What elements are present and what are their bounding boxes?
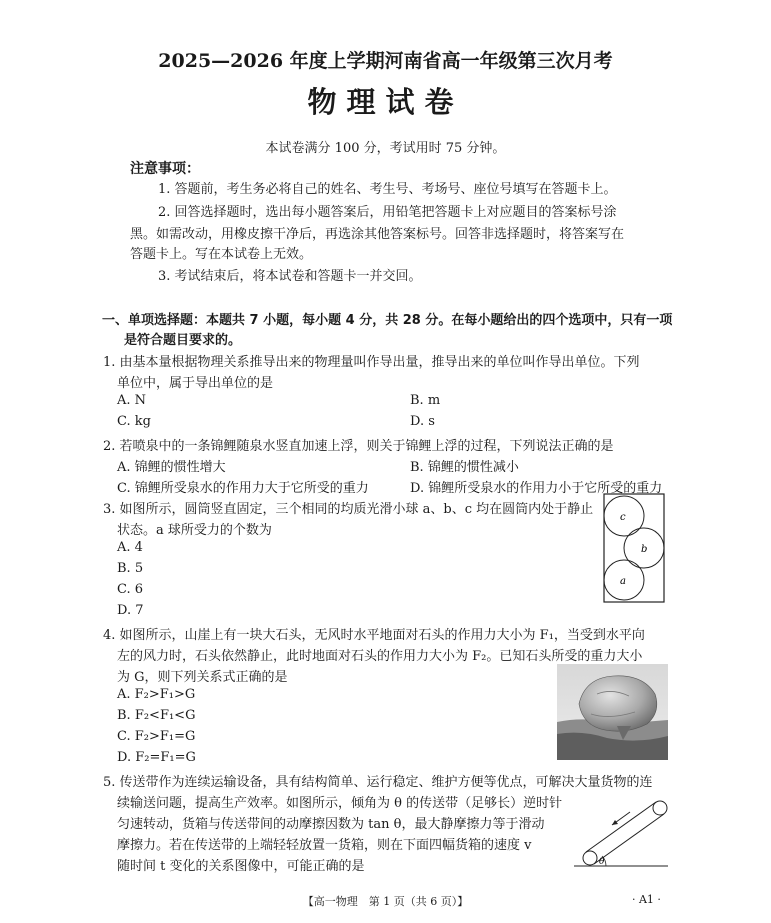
- label-c: c: [620, 512, 626, 523]
- label-b: b: [641, 544, 648, 555]
- cylinder-figure: [600, 492, 668, 606]
- q4-option-d: D. F₂=F₁=G: [117, 750, 196, 765]
- q5-stem-line4: 摩擦力。若在传送带的上端轻轻放置一货箱，则在下面四幅货箱的速度 v: [117, 838, 532, 853]
- q3-option-d: D. 7: [117, 603, 144, 618]
- notice-item-2-line3: 答题卡上。写在本试卷上无效。: [130, 247, 313, 262]
- rock-shape: [579, 676, 657, 731]
- q3-stem-line1: 3. 如图所示，圆筒竖直固定，三个相同的均质光滑小球 a、b、c 均在圆筒内处于静止: [103, 502, 594, 517]
- lower-pulley: [583, 851, 597, 865]
- notice-item-3: 3. 考试结束后，将本试卷和答题卡一并交回。: [158, 269, 422, 284]
- q2-option-b: B. 锦鲤的惯性减小: [410, 460, 519, 475]
- theta-label: θ: [599, 857, 605, 867]
- conveyor-figure: [572, 790, 672, 874]
- q4-option-c: C. F₂>F₁=G: [117, 729, 196, 744]
- q5-stem-line5: 随时间 t 变化的关系图像中，可能正确的是: [117, 859, 365, 874]
- q4-stem-line1: 4. 如图所示，山崖上有一块大石头，无风时水平地面对石头的作用力大小为 F₁，当受到水平向: [103, 628, 645, 643]
- notice-item-1: 1. 答题前，考生务必将自己的姓名、考生号、考场号、座位号填写在答题卡上。: [158, 182, 617, 197]
- q4-stem-line3: 为 G，则下列关系式正确的是: [117, 670, 288, 685]
- q2-option-d: D. 锦鲤所受泉水的作用力小于它所受的重力: [410, 481, 663, 496]
- q4-option-a: A. F₂>F₁>G: [117, 687, 196, 702]
- section-title-line1: 一、单项选择题：本题共 7 小题，每小题 4 分，共 28 分。在每小题给出的四个选项中，只有一项: [102, 313, 673, 328]
- q3-option-a: A. 4: [117, 540, 143, 555]
- q1-option-a: A. N: [117, 393, 147, 408]
- q1-option-b: B. m: [410, 393, 441, 408]
- paper-title: 物理试卷: [307, 85, 464, 119]
- q1-option-d: D. s: [410, 414, 435, 429]
- q4-option-b: B. F₂<F₁<G: [117, 708, 196, 723]
- q2-option-c: C. 锦鲤所受泉水的作用力大于它所受的重力: [117, 481, 369, 496]
- exam-title: 2025—2026 年度上学期河南省高一年级第三次月考: [158, 50, 613, 72]
- q5-stem-line1: 5. 传送带作为连续运输设备，具有结构简单、运行稳定、维护方便等优点，可解决大量货物的连: [103, 775, 653, 790]
- q1-stem-line2: 单位中，属于导出单位的是: [117, 376, 274, 391]
- q2-stem: 2. 若喷泉中的一条锦鲤随泉水竖直加速上浮，则关于锦鲤上浮的过程，下列说法正确的是: [103, 439, 614, 454]
- q5-stem-line2: 续输送问题，提高生产效率。如图所示，倾角为 θ 的传送带（足够长）逆时针: [117, 796, 563, 811]
- q3-option-c: C. 6: [117, 582, 144, 597]
- page-footer: 【高一物理 第 1 页（共 6 页）】: [302, 895, 469, 908]
- section-title-line2: 是符合题目要求的。: [124, 333, 242, 348]
- q5-stem-line3: 匀速转动，货箱与传送带间的动摩擦因数为 tan θ，最大静摩擦力等于滑动: [117, 817, 545, 832]
- q3-option-b: B. 5: [117, 561, 144, 576]
- q1-option-c: C. kg: [117, 414, 151, 429]
- label-a: a: [620, 576, 626, 587]
- rock-photo: [557, 664, 668, 760]
- q1-stem-line1: 1. 由基本量根据物理关系推导出来的物理量叫作导出量，推导出来的单位叫作导出单位。下列: [103, 355, 640, 370]
- q4-stem-line2: 左的风力时，石头依然静止，此时地面对石头的作用力大小为 F₂。已知石头所受的重力大小: [117, 649, 643, 664]
- upper-pulley: [653, 801, 667, 815]
- notice-item-2-line1: 2. 回答选择题时，选出每小题答案后，用铅笔把答题卡上对应题目的答案标号涂: [158, 205, 617, 220]
- q2-option-a: A. 锦鲤的惯性增大: [117, 460, 226, 475]
- paper-code: · A1 ·: [632, 893, 661, 906]
- cylinder-wall: [604, 494, 664, 602]
- notice-item-2-line2: 黑。如需改动，用橡皮擦干净后，再选涂其他答案标号。回答非选择题时，将答案写在: [130, 227, 625, 242]
- q3-stem-line2: 状态。a 球所受力的个数为: [117, 523, 272, 538]
- notice-heading: 注意事项：: [130, 161, 200, 177]
- exam-intro: 本试卷满分 100 分，考试用时 75 分钟。: [265, 141, 506, 156]
